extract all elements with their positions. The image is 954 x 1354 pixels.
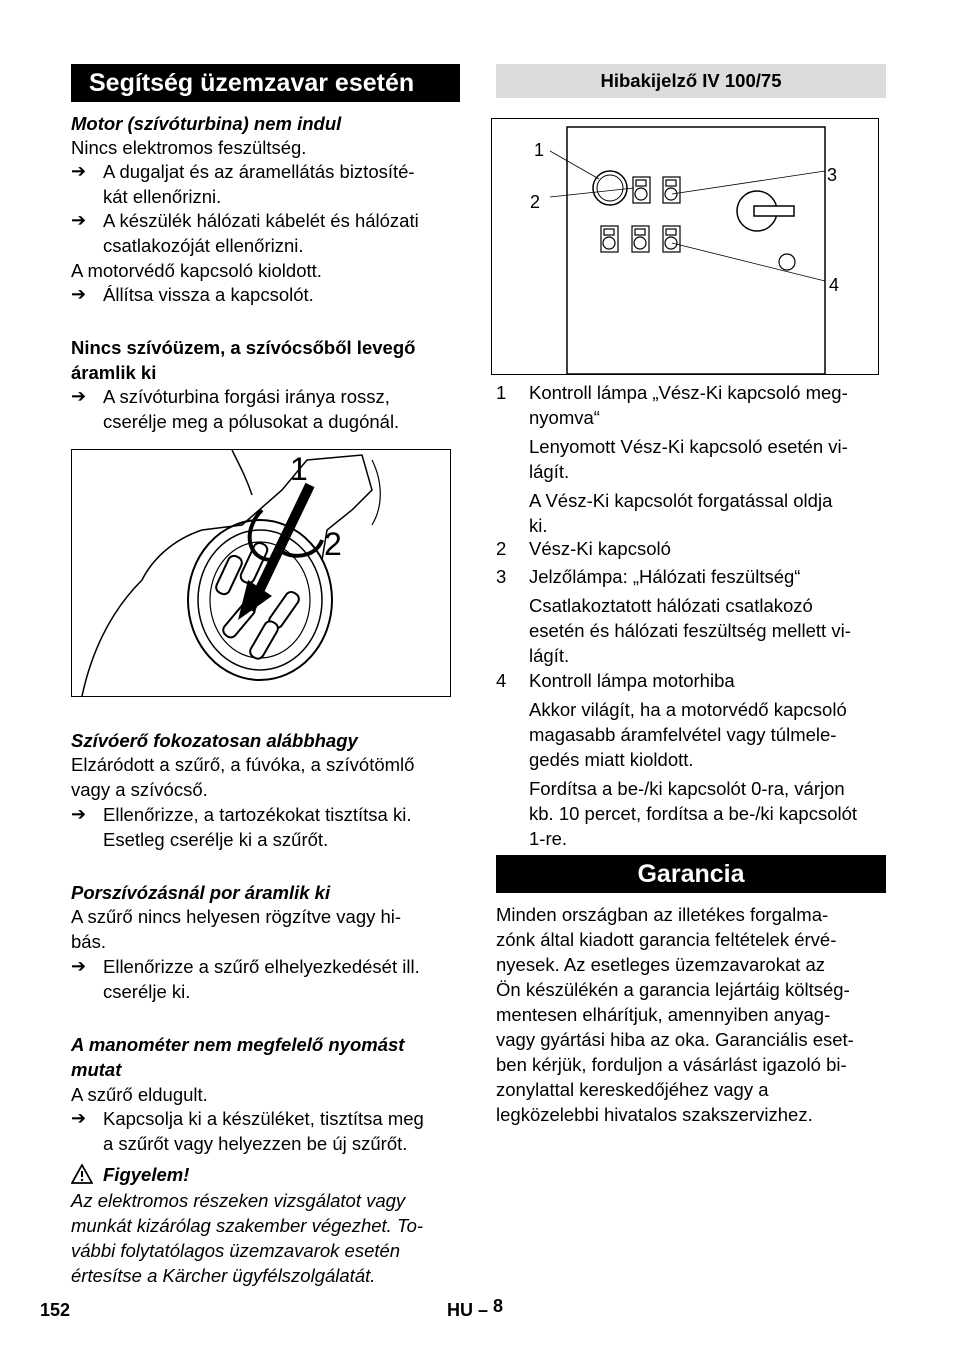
heading-motor: Motor (szívóturbina) nem indul	[71, 113, 342, 134]
panel-label-3: 3	[827, 165, 838, 185]
garancia-text: Minden országban az illetékes forgalma- zónk által kiadott garancia feltételek érvé- nyesek. Az esetleges üzemzavarokat az Ön készülékén a garancia lejártáig költség- mentesen elhárítjuk, amennyiben anyag- vagy gyártási hiba az oka. Garanciális eset- ben kérjük, forduljon a vásárlást igazoló bi- zonylattal kereskedőjéhez vagy a legközelebbi hivatalos szakszervizhez.	[496, 904, 854, 1125]
bullet-text: cserélje ki.	[103, 981, 191, 1002]
text: A szűrő eldugult.	[71, 1084, 208, 1105]
bullet-text: cserélje meg a pólusokat a dugónál.	[103, 411, 400, 432]
text: Nincs elektromos feszültség.	[71, 137, 307, 158]
bullet-text: Esetleg cserélje ki a szűrőt.	[103, 829, 329, 850]
footer-lang: HU – 8	[447, 1296, 504, 1320]
section-title: Segítség üzemzavar esetén	[71, 64, 460, 102]
bullet-text: csatlakozóját ellenőrizni.	[103, 235, 304, 256]
heading-suction: Nincs szívóüzem, a szívócsőből levegő áramlik ki	[71, 337, 416, 383]
arrow-icon: ➔	[71, 1108, 87, 1128]
panel-illustration	[492, 119, 878, 374]
bullet-text: Kapcsolja ki a készüléket, tisztítsa meg	[103, 1108, 424, 1129]
bullet-text: A dugaljat és az áramellátás biztosíté-	[103, 161, 415, 182]
panel-label-2: 2	[530, 192, 541, 212]
arrow-icon: ➔	[71, 210, 87, 230]
arrow-icon: ➔	[71, 386, 87, 406]
page-number: 152	[40, 1300, 71, 1320]
panel-figure	[491, 118, 879, 375]
arrow-icon: ➔	[71, 284, 87, 304]
bullet-text: Állítsa vissza a kapcsolót.	[103, 284, 314, 305]
text: A motorvédő kapcsoló kioldott.	[71, 260, 322, 281]
heading-suction-power: Szívóerő fokozatosan alábbhagy	[71, 730, 358, 751]
garancia-title: Garancia	[496, 855, 886, 893]
bullet-text: Ellenőrizze, a tartozékokat tisztítsa ki.	[103, 804, 412, 825]
warning-icon	[71, 1164, 93, 1184]
bullet-text: A szívóturbina forgási iránya rossz,	[103, 386, 390, 407]
warning-text: Az elektromos részeken vizsgálatot vagy munkát kizárólag szakember végezhet. To- vábbi folytatólagos üzemzavarok esetén értesítse a Kärcher ügyfélszolgálatát.	[71, 1190, 424, 1286]
arrow-icon: ➔	[71, 804, 87, 824]
arrow-icon: ➔	[71, 161, 87, 181]
text: A szűrő nincs helyesen rögzítve vagy hi- bás.	[71, 906, 402, 952]
bullet-text: kát ellenőrizni.	[103, 186, 222, 207]
bullet-text: a szűrőt vagy helyezzen be új szűrőt.	[103, 1133, 408, 1154]
panel-label-4: 4	[829, 275, 840, 295]
figure-label-2: 2	[324, 526, 342, 562]
bullet-text: Ellenőrizze a szűrő elhelyezkedését ill.	[103, 956, 420, 977]
heading-manometer: A manométer nem megfelelő nyomást mutat	[71, 1034, 405, 1080]
panel-label-1: 1	[534, 140, 545, 160]
heading-dust: Porszívózásnál por áramlik ki	[71, 882, 331, 903]
text: Elzáródott a szűrő, a fúvóka, a szívótömlő vagy a szívócső.	[71, 754, 415, 800]
arrow-icon: ➔	[71, 956, 87, 976]
plug-illustration	[72, 450, 450, 696]
bullet-text: A készülék hálózati kábelét és hálózati	[103, 210, 419, 231]
warning-title: Figyelem!	[103, 1164, 190, 1185]
error-display-heading: Hibakijelző IV 100/75	[496, 64, 886, 98]
plug-figure	[71, 449, 451, 697]
figure-label-1: 1	[290, 451, 308, 487]
